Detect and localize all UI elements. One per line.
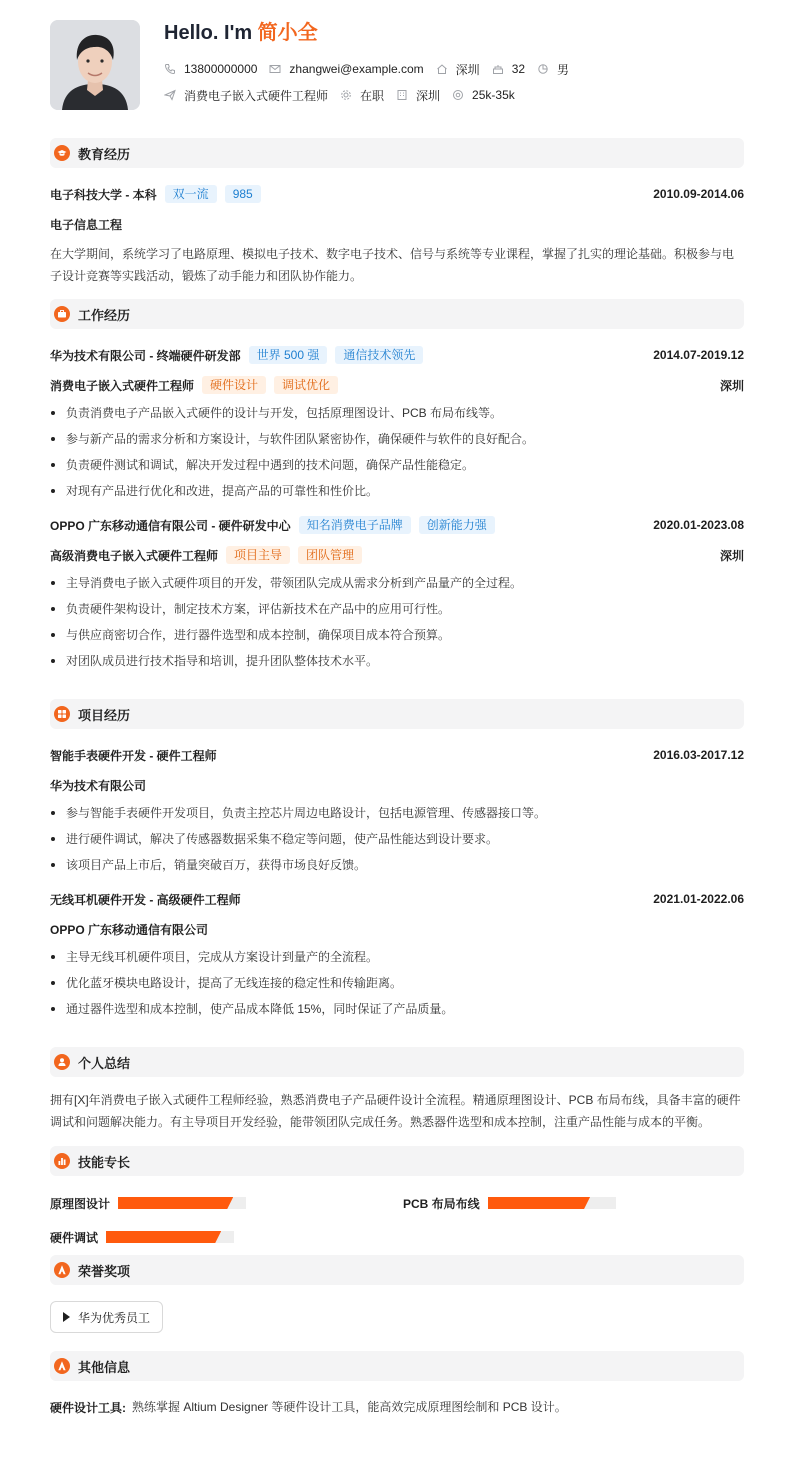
mail-icon xyxy=(269,63,281,75)
email-value: zhangwei@example.com xyxy=(289,62,424,76)
other-info-row xyxy=(50,1397,744,1417)
school-name: 电子科技大学 - 本科 xyxy=(50,187,157,202)
education-description: 在大学期间，系统学习了电路原理、模拟电子技术、数字电子技术、信号与系统等专业课程，掌握了扎实的理论基础。积极参与电子设计竞赛等实践活动，锻炼了动手能力和团队协作能力。 xyxy=(50,247,735,283)
project-company-row xyxy=(50,919,744,939)
award-icon xyxy=(54,1262,70,1278)
job-company-row xyxy=(50,515,744,535)
project-bullet-list xyxy=(50,800,744,878)
candidate-name: 简小全 xyxy=(257,22,318,44)
cake-icon xyxy=(492,63,504,75)
target-city-item xyxy=(396,87,440,104)
role-tag: 调试优化 xyxy=(274,376,338,394)
list-item: 参与新产品的需求分析和方案设计，与软件团队紧密协作，确保硬件与软件的良好配合。 xyxy=(50,426,744,452)
section-title: 个人总结 xyxy=(78,1055,131,1071)
summary-text: 拥有[X]年消费电子嵌入式硬件工程师经验，熟悉消费电子产品硬件设计全流程。精通原理图设计、PCB 布局布线，具备丰富的硬件调试和问题解决能力。有主导项目开发经验，能带领团队完成任务。熟悉器件选型和成本控制，注重产品性能与成本的平衡。 xyxy=(50,1093,741,1129)
money-icon xyxy=(452,89,464,101)
job-role: 消费电子嵌入式硬件工程师 xyxy=(50,378,195,393)
page-title xyxy=(164,20,581,46)
project-name: 智能手表硬件开发 - 硬件工程师 xyxy=(50,748,217,763)
job-role-row xyxy=(50,375,744,395)
age-item xyxy=(492,62,525,76)
education-period: 2010.09-2014.06 xyxy=(653,187,744,201)
skills-list xyxy=(50,1188,744,1248)
salary-item xyxy=(452,88,515,102)
phone-icon xyxy=(164,63,176,75)
header-info xyxy=(164,20,581,120)
awards-section-header xyxy=(50,1255,744,1285)
projects-section-header xyxy=(50,699,744,729)
role-tag: 项目主导 xyxy=(226,546,290,564)
project-name-row xyxy=(50,889,744,909)
gender-value: 男 xyxy=(557,62,570,77)
role-tag: 团队管理 xyxy=(298,546,362,564)
skill-bar xyxy=(488,1197,616,1209)
awards-list xyxy=(50,1301,744,1333)
award-item[interactable] xyxy=(50,1301,163,1333)
other-info-text: 熟练掌握 Altium Designer 等硬件设计工具，能高效完成原理图绘制和 PCB 设计。 xyxy=(132,1400,567,1414)
contact-row xyxy=(164,60,581,78)
job-intent-row xyxy=(164,86,581,104)
status-item xyxy=(340,87,384,104)
bar-chart-icon xyxy=(54,1153,70,1169)
education-major-row xyxy=(50,214,744,234)
list-item: 进行硬件调试，解决了传感器数据采集不稳定等问题，使产品性能达到设计要求。 xyxy=(50,826,744,852)
project-icon xyxy=(54,706,70,722)
job-city: 深圳 xyxy=(719,378,744,393)
skill-bar-fill xyxy=(106,1231,221,1243)
section-title: 技能专长 xyxy=(78,1154,131,1170)
briefcase-icon xyxy=(54,306,70,322)
project-name-row xyxy=(50,745,744,765)
award-label: 华为优秀员工 xyxy=(78,1310,151,1325)
list-item: 主导无线耳机硬件项目，完成从方案设计到量产的全流程。 xyxy=(50,944,744,970)
list-item: 负责消费电子产品嵌入式硬件的设计与开发，包括原理图设计、PCB 布局布线等。 xyxy=(50,400,744,426)
skill-bar xyxy=(118,1197,246,1209)
list-item: 与供应商密切合作，进行器件选型和成本控制，确保项目成本符合预算。 xyxy=(50,622,744,648)
section-title: 项目经历 xyxy=(78,707,131,723)
skills-section-header xyxy=(50,1146,744,1176)
city-item xyxy=(436,61,480,78)
resume-header xyxy=(50,20,744,120)
skill-item xyxy=(50,1195,246,1211)
skill-bar xyxy=(106,1231,234,1243)
job-role-row xyxy=(50,545,744,565)
skill-item xyxy=(403,1195,616,1211)
person-icon xyxy=(54,1054,70,1070)
salary-value: 25k-35k xyxy=(472,88,515,102)
list-item: 优化蓝牙模块电路设计，提高了无线连接的稳定性和传输距离。 xyxy=(50,970,744,996)
other-section-header xyxy=(50,1351,744,1381)
gender-item xyxy=(537,61,569,78)
list-item: 该项目产品上市后，销量突破百万，获得市场良好反馈。 xyxy=(50,852,744,878)
work-section-header xyxy=(50,299,744,329)
job-bullet-list xyxy=(50,400,744,504)
list-item: 负责硬件架构设计，制定技术方案，评估新技术在产品中的应用可行性。 xyxy=(50,596,744,622)
resume-page xyxy=(50,20,744,1417)
position-item xyxy=(164,87,328,104)
company-tag: 世界 500 强 xyxy=(249,346,328,364)
section-title: 其他信息 xyxy=(78,1359,131,1375)
skill-bar-fill xyxy=(118,1197,233,1209)
school-tag: 985 xyxy=(225,185,261,203)
target-city-value: 深圳 xyxy=(416,88,441,103)
company-tag: 通信技术领先 xyxy=(335,346,423,364)
job-period: 2014.07-2019.12 xyxy=(653,348,744,362)
school-tag: 双一流 xyxy=(165,185,217,203)
play-icon xyxy=(63,1312,70,1322)
project-company: 华为技术有限公司 xyxy=(50,778,147,793)
other-info-label: 硬件设计工具: xyxy=(50,1400,126,1415)
list-item: 主导消费电子嵌入式硬件项目的开发，带领团队完成从需求分析到产品量产的全过程。 xyxy=(50,570,744,596)
job-bullet-list xyxy=(50,570,744,674)
gender-icon xyxy=(537,63,549,75)
job-company-row xyxy=(50,345,744,365)
home-icon xyxy=(436,63,448,75)
summary-section-header xyxy=(50,1047,744,1077)
skill-bar-fill xyxy=(488,1197,590,1209)
hello-prefix: Hello. I'm xyxy=(164,22,258,44)
section-title: 工作经历 xyxy=(78,307,131,323)
position-value: 消费电子嵌入式硬件工程师 xyxy=(184,88,329,103)
project-bullet-list xyxy=(50,944,744,1022)
project-period: 2016.03-2017.12 xyxy=(653,748,744,762)
send-icon xyxy=(164,89,176,101)
major-name: 电子信息工程 xyxy=(50,217,123,232)
avatar xyxy=(50,20,140,110)
project-name: 无线耳机硬件开发 - 高级硬件工程师 xyxy=(50,892,241,907)
skill-name: 原理图设计 xyxy=(50,1196,111,1211)
job-role: 高级消费电子嵌入式硬件工程师 xyxy=(50,548,219,563)
job-city: 深圳 xyxy=(719,548,744,563)
project-company-row xyxy=(50,775,744,795)
project-period: 2021.01-2022.06 xyxy=(653,892,744,906)
company-tag: 创新能力强 xyxy=(419,516,495,534)
job-company: OPPO 广东移动通信有限公司 - 硬件研发中心 xyxy=(50,518,291,533)
age-value: 32 xyxy=(511,62,526,76)
role-tag: 硬件设计 xyxy=(202,376,266,394)
company-tag: 知名消费电子品牌 xyxy=(299,516,411,534)
education-school-row xyxy=(50,184,744,204)
list-item: 负责硬件测试和调试，解决开发过程中遇到的技术问题，确保产品性能稳定。 xyxy=(50,452,744,478)
list-item: 对现有产品进行优化和改进，提高产品的可靠性和性价比。 xyxy=(50,478,744,504)
skill-item xyxy=(50,1229,234,1245)
gear-icon xyxy=(340,89,352,101)
job-company: 华为技术有限公司 - 终端硬件研发部 xyxy=(50,348,241,363)
list-item: 对团队成员进行技术指导和培训，提升团队整体技术水平。 xyxy=(50,648,744,674)
list-item: 通过器件选型和成本控制，使产品成本降低 15%，同时保证了产品质量。 xyxy=(50,996,744,1022)
skill-name: 硬件调试 xyxy=(50,1230,99,1245)
list-item: 参与智能手表硬件开发项目，负责主控芯片周边电路设计，包括电源管理、传感器接口等。 xyxy=(50,800,744,826)
section-title: 荣誉奖项 xyxy=(78,1263,131,1279)
section-title: 教育经历 xyxy=(78,146,131,162)
job-period: 2020.01-2023.08 xyxy=(653,518,744,532)
graduation-cap-icon xyxy=(54,145,70,161)
building-icon xyxy=(396,89,408,101)
city-value: 深圳 xyxy=(455,62,480,77)
education-section-header xyxy=(50,138,744,168)
info-icon xyxy=(54,1358,70,1374)
skill-name: PCB 布局布线 xyxy=(403,1196,480,1211)
project-company: OPPO 广东移动通信有限公司 xyxy=(50,922,209,937)
status-value: 在职 xyxy=(360,88,385,103)
email-item xyxy=(269,62,423,76)
phone-item xyxy=(164,62,257,76)
phone-value: 13800000000 xyxy=(184,62,258,76)
